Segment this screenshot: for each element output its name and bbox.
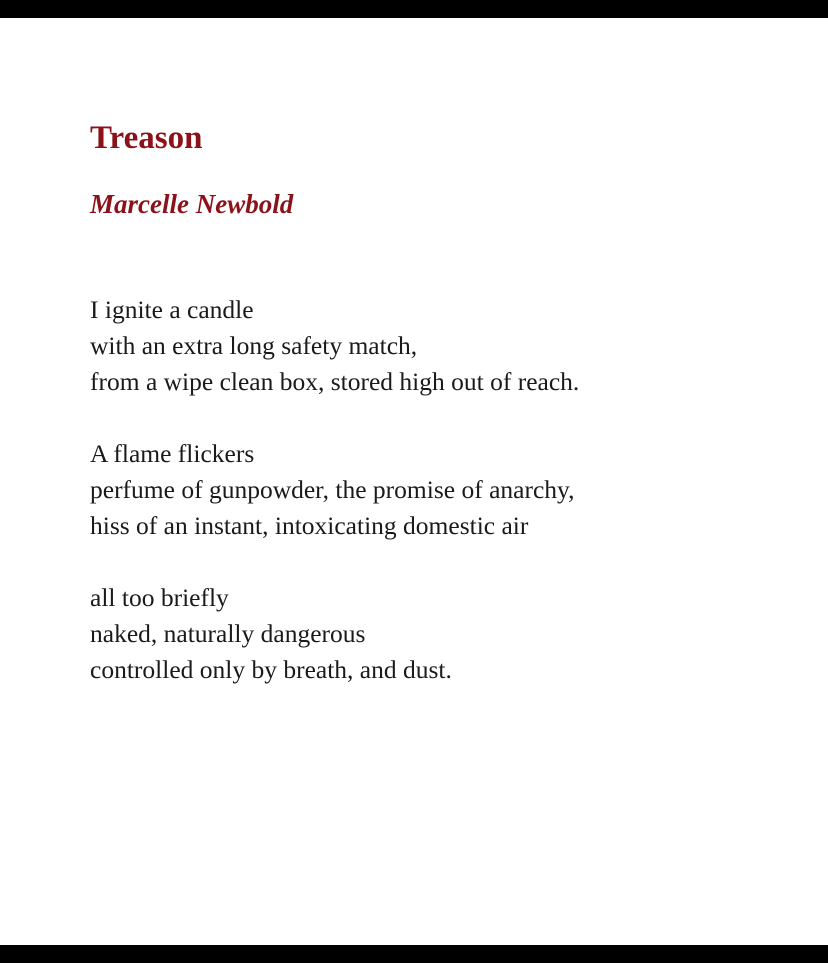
stanza-2 [90,436,790,544]
poem-line: all too briefly [90,583,229,612]
poem-body [90,292,790,724]
document-page [0,18,828,945]
poem-line: from a wipe clean box, stored high out of reach. [90,367,580,396]
poem-line: A flame flickers [90,439,255,468]
stanza-3 [90,580,790,688]
poem-line: hiss of an instant, intoxicating domestic air [90,511,529,540]
poem-line: controlled only by breath, and dust. [90,655,452,684]
poem-line: perfume of gunpowder, the promise of anarchy, [90,475,575,504]
stanza-1 [90,292,790,400]
poem-line: with an extra long safety match, [90,331,418,360]
poem-line: naked, naturally dangerous [90,619,366,648]
poem-line: I ignite a candle [90,295,254,324]
poem-title: Treason [90,120,203,156]
poem-author: Marcelle Newbold [90,189,294,219]
